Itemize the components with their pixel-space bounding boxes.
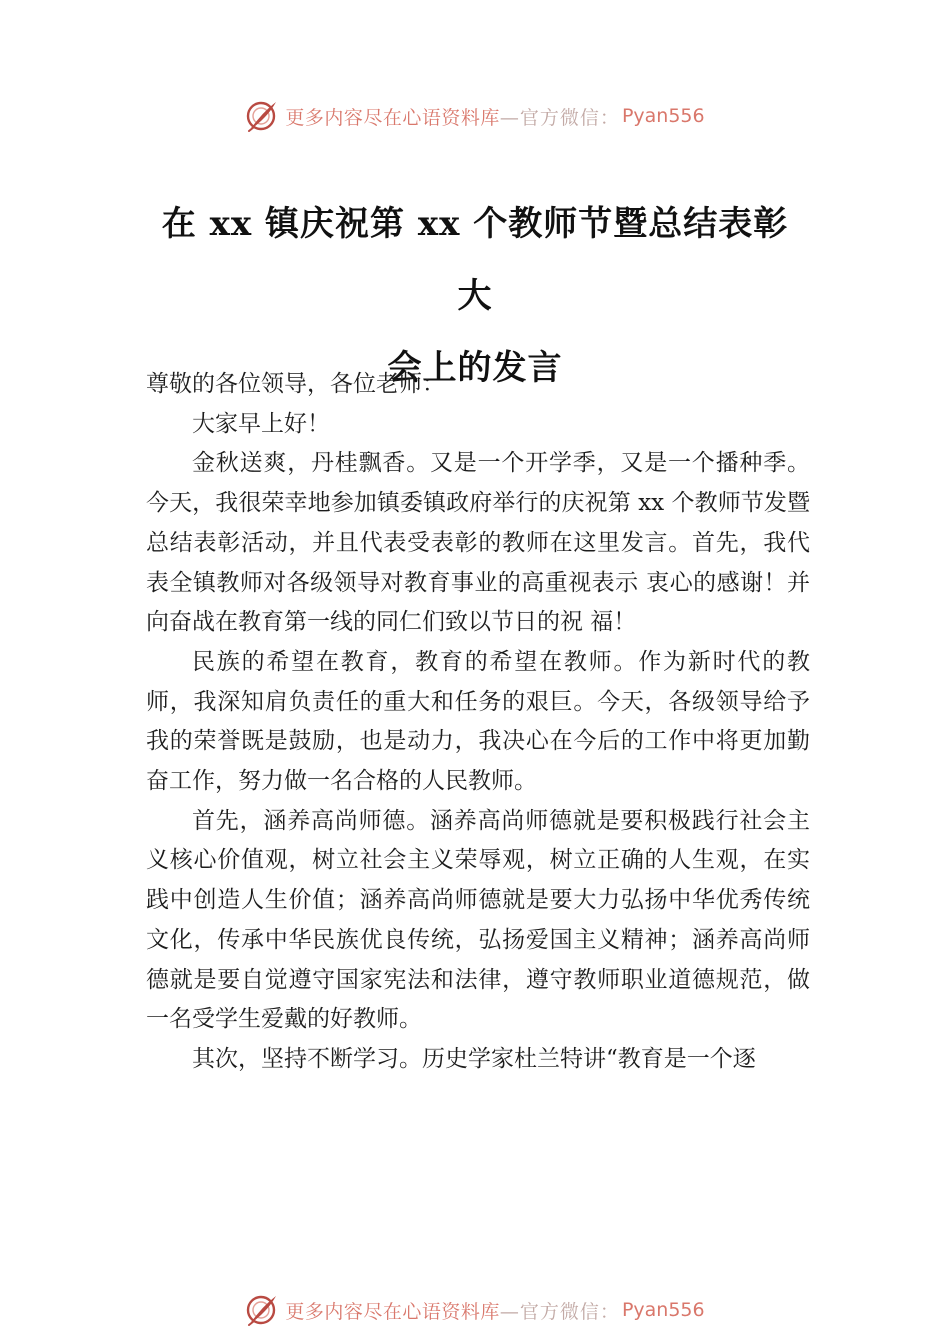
body-paragraph: 金秋送爽，丹桂飘香。又是一个开学季，又是一个播种季。今天，我很荣幸地参加镇委镇政府举行的庆祝第 xx 个教师节发暨总结表彰活动，并且代表受表彰的教师在这里发言。首先，我代表全镇教师对各级领导对教育事业的高重视表示 衷心的感谢！并向奋战在教育第一线的同仁们致以节日的祝 福！ <box>146 450 810 636</box>
header-banner <box>0 96 950 136</box>
banner-lead-text: 更多内容尽在心语资料库 <box>285 106 500 129</box>
body-paragraph: 民族的希望在教育，教育的希望在教师。作为新时代的教师，我深知肩负责任的重大和任务的艰巨。今天，各级领导给予我的荣誉既是鼓励，也是动力，我决心在今后的工作中将更加勤奋工作，努力做一名合格的人民教师。 <box>146 648 810 795</box>
document-body <box>146 365 810 1080</box>
body-paragraph: 其次，坚持不断学习。历史学家杜兰特讲“教育是一个逐 <box>192 1045 756 1072</box>
salutation: 尊敬的各位领导，各位老师： <box>146 371 445 397</box>
footer-banner <box>0 1290 950 1330</box>
banner-lead-text: 更多内容尽在心语资料库 <box>285 1300 500 1323</box>
banner-official-label: —官方微信： <box>499 106 620 129</box>
greeting-paragraph: 大家早上好！ <box>192 410 330 437</box>
banner-wechat-id: Pyan556 <box>621 105 705 127</box>
feather-pen-logo-icon <box>245 1293 279 1327</box>
body-paragraph: 首先，涵养高尚师德。涵养高尚师德就是要积极践行社会主义核心价值观，树立社会主义荣辱观，树立正确的人生观，在实践中创造人生价值；涵养高尚师德就是要大力弘扬中华优秀传统文化，传承中华民族优良传统，弘扬爱国主义精神；涵养高尚师德就是要自觉遵守国家宪法和法律，遵守教师职业道德规范，做一名受学生爱戴的好教师。 <box>146 807 810 1033</box>
banner-text <box>285 103 704 130</box>
banner-wechat-id: Pyan556 <box>621 1299 705 1321</box>
banner-text <box>285 1297 704 1324</box>
title-line-1: 在 xx 镇庆祝第 xx 个教师节暨总结表彰大 <box>161 204 789 316</box>
banner-official-label: —官方微信： <box>499 1300 620 1323</box>
title-line-2: 会上的发言 <box>387 348 563 388</box>
feather-pen-logo-icon <box>245 99 279 133</box>
